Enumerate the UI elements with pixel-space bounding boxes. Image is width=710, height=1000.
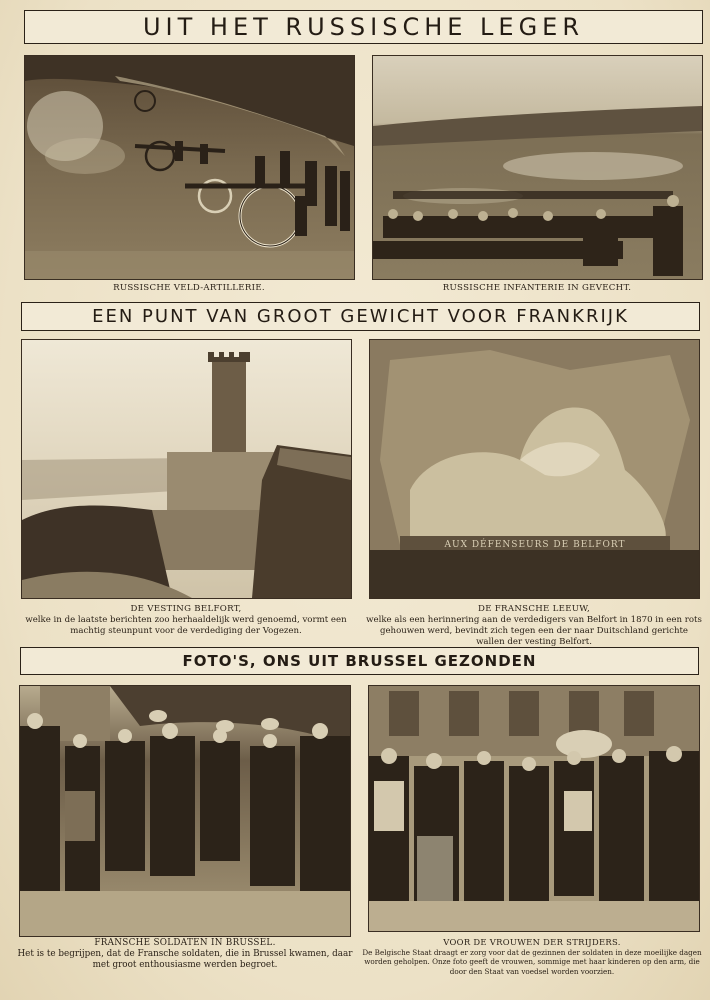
caption-description: De Belgische Staat draagt er zorg voor dat de gezinnen der soldaten in deze moeilijke dagen worden geholpen. Onze foto geeft de vrouwen, sommige met haar kinderen op den arm, die door den Staat van voedsel worden voorzien. — [362, 947, 702, 976]
caption-title: RUSSISCHE VELD-ARTILLERIE. — [113, 283, 265, 293]
photo-russian-field-artillery — [24, 55, 355, 280]
photo-women-of-soldiers — [368, 685, 700, 932]
photo-russian-infantry — [372, 55, 703, 280]
photo-french-soldiers-brussels — [19, 685, 351, 937]
caption-belfort — [18, 604, 354, 637]
section-title-brussels: FOTO'S, ONS UIT BRUSSEL GEZONDEN — [20, 647, 699, 675]
caption-title: VOOR DE VROUWEN DER STRIJDERS. — [443, 937, 621, 947]
caption-soldiers — [16, 938, 354, 971]
monument-inscription: AUX DÉFENSEURS DE BELFORT — [444, 540, 626, 550]
section-title-russian-army: UIT HET RUSSISCHE LEGER — [24, 10, 703, 44]
caption-description: Het is te begrijpen, dat de Fransche soldaten, die in Brussel kwamen, daar met groot enthousiasme werden begroet. — [17, 949, 353, 970]
section-title-belfort: EEN PUNT VAN GROOT GEWICHT VOOR FRANKRIJK — [21, 302, 700, 331]
caption-description: welke als een herinnering aan de verdedigers van Belfort in 1870 in een rots gehouwen werd, bevindt zich tegen een der naar Duitschland gerichte wallen der vesting Belfort. — [366, 615, 702, 647]
caption-artillery — [24, 283, 354, 294]
caption-title: DE VESTING BELFORT, — [130, 604, 242, 614]
caption-title: DE FRANSCHE LEEUW, — [478, 604, 590, 614]
caption-title: RUSSISCHE INFANTERIE IN GEVECHT. — [442, 283, 632, 293]
caption-women — [362, 938, 702, 976]
photo-lion-of-belfort — [369, 339, 700, 599]
caption-lion — [366, 604, 702, 648]
caption-title: FRANSCHE SOLDATEN IN BRUSSEL. — [94, 938, 276, 948]
caption-infantry — [372, 283, 702, 294]
caption-description: welke in de laatste berichten zoo herhaaldelijk werd genoemd, vormt een machtig steunpunt voor de verdediging der Vogezen. — [25, 615, 347, 636]
photo-fortress-belfort — [21, 339, 352, 599]
